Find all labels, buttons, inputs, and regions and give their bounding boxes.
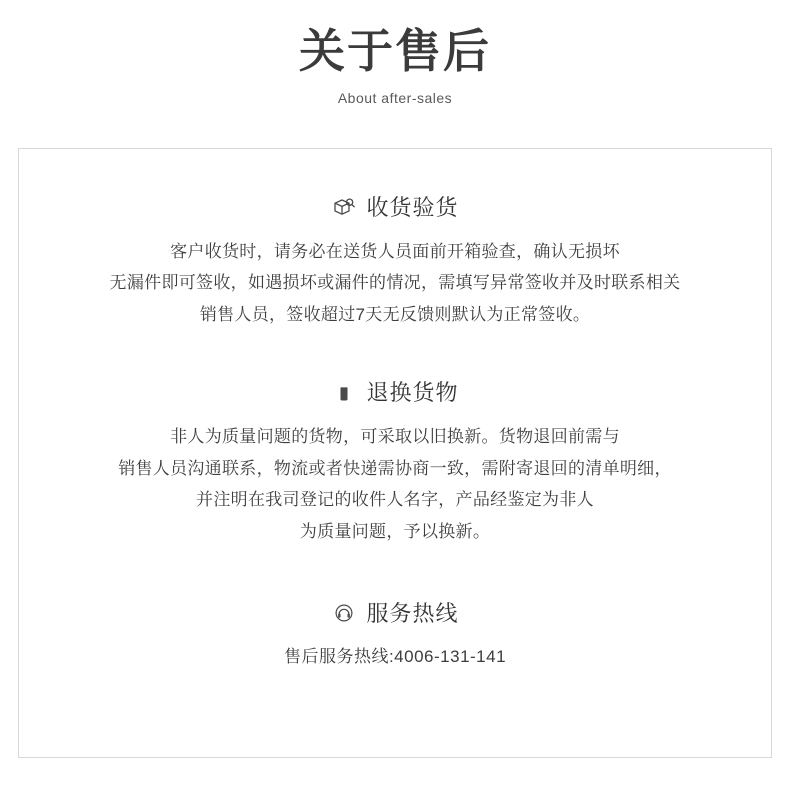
body-line: 非人为质量问题的货物，可采取以旧换新。货物退回前需与 — [170, 427, 620, 447]
section-heading — [19, 376, 771, 407]
hotline-number: 售后服务热线:4006-131-141 — [283, 647, 507, 667]
section-heading — [19, 191, 771, 222]
section-title: 服务热线 — [366, 601, 459, 627]
section-title: 退换货物 — [366, 380, 459, 406]
body-line: 销售人员，签收超过7天无反馈则默认为正常签收。 — [199, 304, 591, 324]
section-title: 收货验货 — [366, 195, 459, 220]
section-service-hotline — [19, 597, 771, 667]
page-header — [0, 0, 790, 106]
package-inspect-icon — [331, 194, 357, 220]
section-receiving-inspection — [19, 191, 771, 330]
section-heading — [19, 597, 771, 628]
content-panel — [18, 148, 772, 758]
section-body — [19, 236, 771, 330]
page-subtitle: About after-sales — [337, 89, 453, 106]
body-line: 并注明在我司登记的收件人名字，产品经鉴定为非人 — [196, 490, 594, 510]
return-goods-icon — [331, 379, 357, 405]
body-line: 无漏件即可签收，如遇损坏或漏件的情况，需填写异常签收并及时联系相关 — [109, 273, 681, 293]
section-return-exchange — [19, 376, 771, 547]
page-title: 关于售后 — [299, 25, 491, 77]
body-line: 客户收货时，请务必在送货人员面前开箱验查，确认无损坏 — [170, 242, 620, 261]
body-line: 销售人员沟通联系，物流或者快递需协商一致，需附寄退回的清单明细， — [118, 458, 672, 478]
headset-icon — [331, 600, 357, 626]
body-line: 为质量问题，予以换新。 — [299, 521, 491, 541]
section-body — [19, 421, 771, 547]
